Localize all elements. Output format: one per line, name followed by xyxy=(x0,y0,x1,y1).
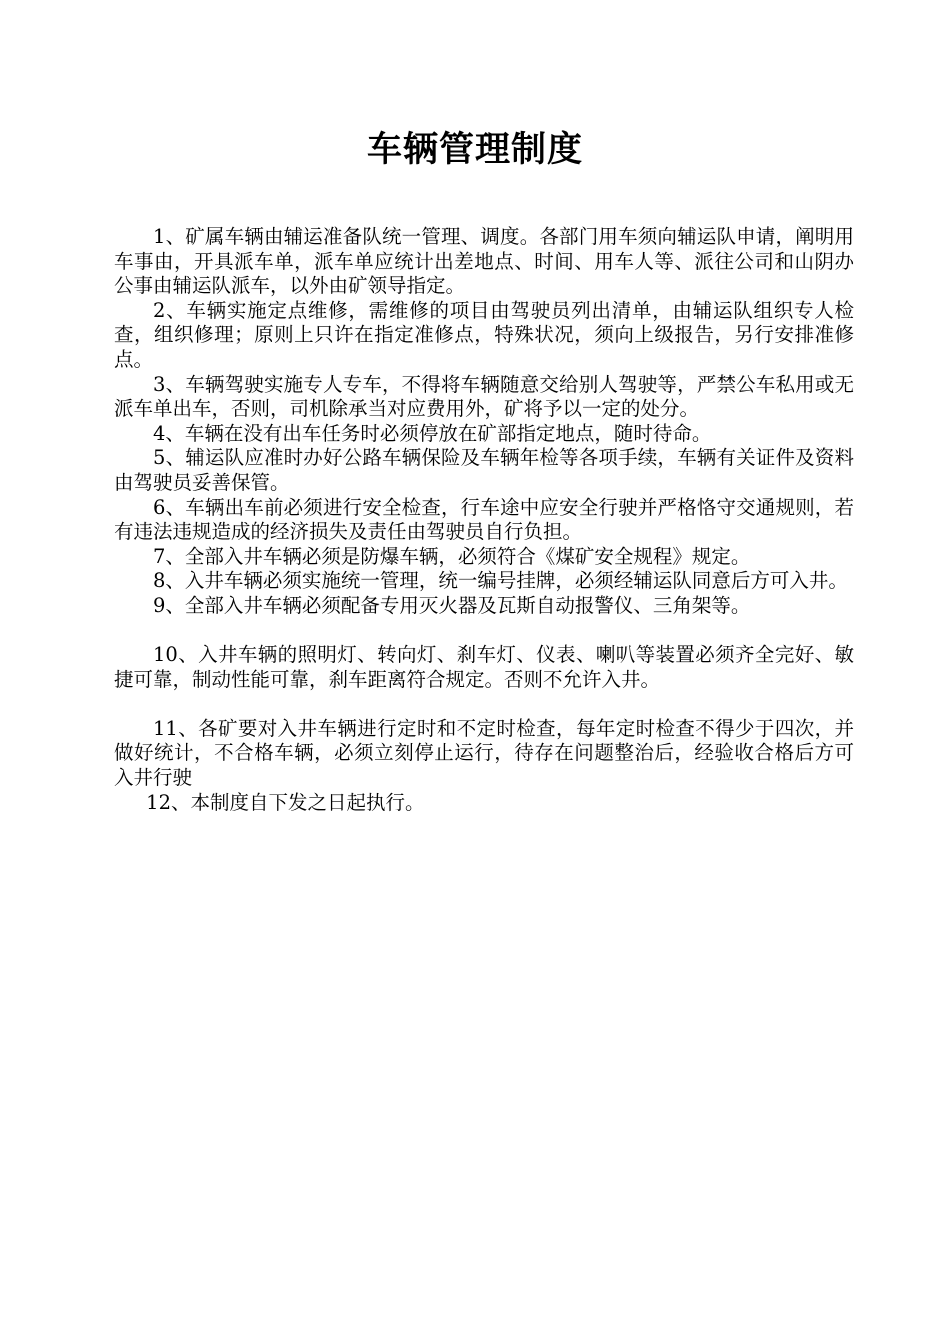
paragraph-3: 3、车辆驾驶实施专人专车，不得将车辆随意交给别人驾驶等，严禁公车私用或无派车单出车，否则，司机除承当对应费用外，矿将予以一定的处分。 xyxy=(114,372,854,421)
paragraph-11: 11、各矿要对入井车辆进行定时和不定时检查，每年定时检查不得少于四次，并做好统计，不合格车辆，必须立刻停止运行，待存在问题整治后，经验收合格后方可入井行驶 xyxy=(114,716,854,790)
paragraph-4: 4、车辆在没有出车任务时必须停放在矿部指定地点，随时待命。 xyxy=(153,421,712,445)
paragraph-12: 12、本制度自下发之日起执行。 xyxy=(146,790,425,814)
paragraph-7: 7、全部入井车辆必须是防爆车辆，必须符合《煤矿安全规程》规定。 xyxy=(153,544,751,568)
document-body xyxy=(114,225,854,815)
paragraph-9: 9、全部入井车辆必须配备专用灭火器及瓦斯自动报警仪、三角架等。 xyxy=(153,593,751,617)
paragraph-6: 6、车辆出车前必须进行安全检查，行车途中应安全行驶并严格恪守交通规则，若有违法违规造成的经济损失及责任由驾驶员自行负担。 xyxy=(114,495,854,544)
document-title: 车辆管理制度 xyxy=(366,130,583,170)
paragraph-5: 5、辅运队应准时办好公路车辆保险及车辆年检等各项手续，车辆有关证件及资料由驾驶员妥善保管。 xyxy=(114,446,854,494)
paragraph-10: 10、入井车辆的照明灯、转向灯、刹车灯、仪表、喇叭等装置必须齐全完好、敏捷可靠，制动性能可靠，刹车距离符合规定。否则不允许入井。 xyxy=(114,643,854,691)
paragraph-1: 1、矿属车辆由辅运准备队统一管理、调度。各部门用车须向辅运队申请，阐明用车事由，开具派车单，派车单应统计出差地点、时间、用车人等、派往公司和山阴办公事由辅运队派车，以外由矿领导指定。 xyxy=(114,225,854,298)
paragraph-2: 2、车辆实施定点维修，需维修的项目由驾驶员列出清单，由辅运队组织专人检查，组织修理；原则上只许在指定准修点，特殊状况，须向上级报告，另行安排准修点。 xyxy=(114,298,854,371)
paragraph-8: 8、入井车辆必须实施统一管理，统一编号挂牌，必须经辅运队同意后方可入井。 xyxy=(153,569,848,593)
